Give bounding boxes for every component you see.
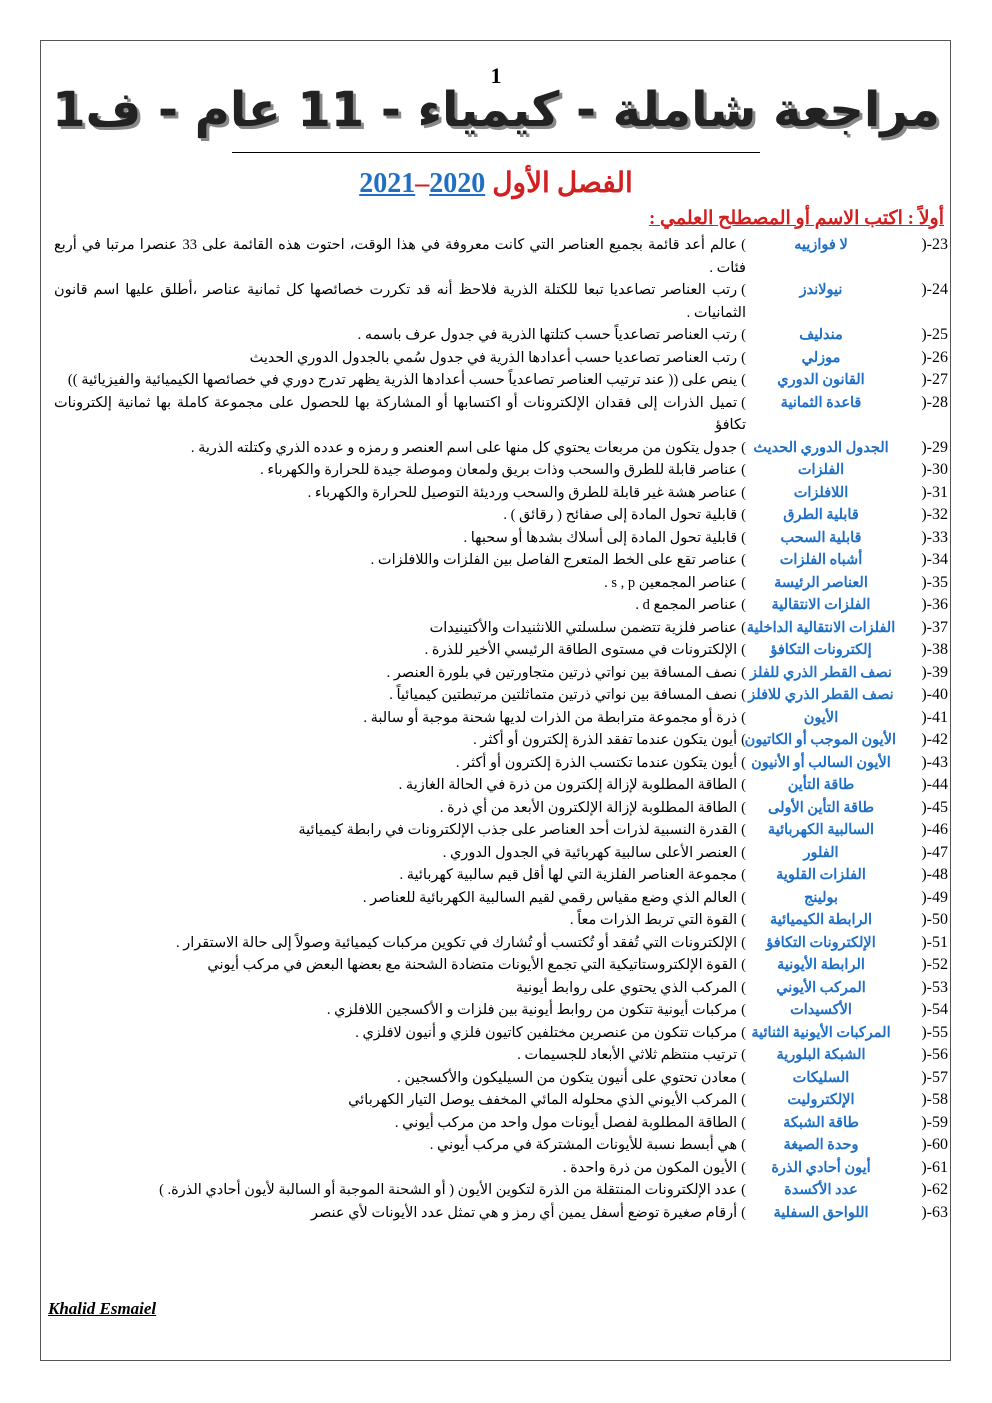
- item-paren: ): [741, 889, 746, 906]
- item-term: طاقة التأين الأولى: [767, 799, 875, 816]
- item-term: الشبكة البلورية: [776, 1047, 866, 1063]
- list-item: [48, 459, 948, 482]
- item-definition: [48, 977, 746, 1000]
- list-item: [48, 392, 948, 437]
- item-number: 39-(: [921, 663, 948, 681]
- semester-label: الفصل الأول: [492, 168, 633, 199]
- item-definition-text: القوة التي تربط الذرات معاً .: [569, 912, 738, 928]
- item-definition-text: جدول يتكون من مربعات يحتوي كل منها على اسم العنصر و رمزه و عدده الذري وكتلته الذرية .: [190, 439, 738, 456]
- item-definition-text: رتب العناصر تصاعديا تبعا للكتلة الذرية فلاحظ أنه قد تكررت خصائصها كل ثمانية عناصر ،أطلق عليها اسم قانون الثمانيات .: [54, 282, 746, 321]
- page-number: 1: [490, 63, 502, 88]
- item-definition: [48, 639, 746, 662]
- item-definition: [48, 572, 746, 595]
- item-paren: ): [741, 462, 746, 478]
- item-paren: ): [741, 687, 746, 703]
- item-term: قابلية السحب: [780, 529, 862, 546]
- item-number: 38-(: [921, 641, 948, 658]
- item-term: الفلور: [803, 844, 839, 861]
- item-paren: ): [741, 619, 746, 636]
- item-paren: ): [741, 1092, 746, 1108]
- item-paren: ): [741, 1047, 746, 1063]
- item-term: مندليف: [799, 327, 843, 343]
- item-definition: [48, 932, 746, 955]
- item-definition-text: الطاقة المطلوبة لإزالة إلكترون من ذرة في الحالة الغازية .: [398, 777, 738, 793]
- semester-year-end: 2021: [359, 168, 416, 199]
- item-paren: ): [741, 507, 746, 523]
- semester-year-start: 2020: [429, 168, 486, 199]
- item-definition-text: أرقام صغيرة توضع أسفل يمين أي رمز و هي تمثل عدد الأيونات لأي عنصر: [310, 1204, 738, 1221]
- item-paren: ): [741, 1114, 746, 1131]
- item-paren: ): [741, 754, 746, 771]
- item-definition: [48, 1134, 746, 1157]
- item-definition: [48, 999, 746, 1022]
- item-paren: ): [741, 484, 746, 501]
- item-number: 50-(: [921, 911, 948, 928]
- item-number: 42-(: [921, 731, 948, 748]
- item-definition-text: عناصر تقع على الخط المتعرج الفاصل بين الفلزات واللافلزات .: [370, 552, 738, 568]
- item-definition: [48, 1202, 746, 1225]
- item-term: الفلزات الانتقالية: [771, 597, 871, 613]
- item-number: 63-(: [921, 1203, 948, 1221]
- list-item: [48, 482, 948, 505]
- list-item: [48, 1022, 948, 1045]
- item-paren: ): [741, 912, 746, 928]
- item-paren: ): [741, 777, 746, 793]
- item-definition-text: عناصر هشة غير قابلة للطرق والسحب ورديئة التوصيل للحرارة والكهرباء .: [307, 484, 738, 501]
- item-paren: ): [741, 552, 746, 568]
- list-item: [48, 527, 948, 550]
- item-paren: ): [741, 709, 746, 726]
- item-paren: ): [741, 844, 746, 861]
- list-item: [48, 797, 948, 820]
- list-item: [48, 639, 948, 662]
- item-definition-text: المركب الذي يحتوي على روابط أيونية: [515, 979, 738, 996]
- list-item: [48, 887, 948, 910]
- item-definition: [48, 279, 746, 324]
- item-paren: ): [741, 439, 746, 456]
- item-term: الأيون السالب أو الأنيون: [751, 754, 891, 771]
- item-definition: [48, 482, 746, 505]
- item-term: موزلي: [801, 349, 841, 366]
- item-definition-text: عالم أعد قائمة بجميع العناصر التي كانت معروفة في هذا الوقت، احتوت هذه القائمة على 33 عنصرا مرتبا في أربع فئات .: [54, 237, 746, 276]
- list-item: [48, 684, 948, 707]
- item-definition-text: قابلية تحول المادة إلى صفائح ( رقائق ) .: [503, 507, 738, 523]
- item-definition: [48, 662, 746, 685]
- item-paren: ): [741, 327, 746, 343]
- item-number: 60-(: [921, 1136, 948, 1153]
- item-paren: ): [741, 1069, 746, 1086]
- item-definition: [48, 392, 746, 437]
- item-paren: ): [741, 957, 746, 973]
- list-item: [48, 842, 948, 865]
- item-number: 41-(: [921, 708, 948, 726]
- item-definition-text: مجموعة العناصر الفلزية التي لها أقل قيم سالبية كهربائية .: [399, 867, 738, 883]
- item-definition: [48, 437, 746, 460]
- item-definition: [48, 752, 746, 775]
- item-definition-text: معادن تحتوي على أنيون يتكون من السيليكون والأكسجين .: [397, 1069, 738, 1086]
- item-definition-text: هي أبسط نسبة للأيونات المشتركة في مركب أيوني .: [429, 1137, 738, 1153]
- item-definition: [48, 369, 746, 392]
- item-term: العناصر الرئيسة: [774, 574, 868, 591]
- list-item: [48, 819, 948, 842]
- item-paren: ): [741, 1137, 746, 1153]
- item-term: اللافلزات: [793, 484, 849, 501]
- item-number: 52-(: [921, 956, 948, 973]
- item-definition-text: العالم الذي وضع مقياس رقمي لقيم السالبية الكهربائية للعناصر .: [362, 889, 738, 906]
- item-number: 37-(: [921, 618, 948, 636]
- title-divider: [232, 152, 760, 153]
- item-definition: [48, 684, 746, 707]
- item-definition-text: الطاقة المطلوبة لفصل أيونات مول واحد من مركب أيوني .: [394, 1114, 738, 1131]
- item-definition: [48, 797, 746, 820]
- list-item: [48, 1179, 948, 1202]
- item-definition-text: تميل الذرات إلى فقدان الإلكترونات أو اكتسابها أو المشاركة بها للحصول على مجموعة كاملة بها ثمانية إلكترونات تكافؤ: [54, 394, 746, 433]
- item-term: الفلزات: [797, 462, 845, 478]
- item-number: 24-(: [921, 281, 948, 298]
- item-definition: [48, 504, 746, 527]
- list-item: [48, 932, 948, 955]
- item-definition-text: المركب الأيوني الذي محلوله المائي المخفف يوصل التيار الكهربائي: [348, 1092, 738, 1108]
- item-definition-text: أيون يتكون عندما تكتسب الذرة إلكترون أو أكثر .: [455, 754, 738, 771]
- semester-dash: –: [415, 168, 430, 199]
- item-term: طاقة الشبكة: [783, 1114, 859, 1131]
- item-term: الرابطة الكيميائية: [770, 912, 872, 928]
- list-item: [48, 234, 948, 279]
- item-definition: [48, 1022, 746, 1045]
- item-term: نصف القطر الذري للفلز: [750, 664, 892, 681]
- author-signature: Khalid Esmaiel: [48, 1299, 157, 1318]
- item-number: 25-(: [921, 326, 948, 343]
- list-item: [48, 1044, 948, 1067]
- item-number: 51-(: [921, 933, 948, 951]
- item-term: نصف القطر الذري للافلز: [748, 687, 894, 703]
- item-definition-text: قابلية تحول المادة إلى أسلاك بشدها أو سحبها .: [463, 529, 738, 546]
- item-definition: [48, 1089, 746, 1112]
- item-term: الجدول الدوري الحديث: [753, 439, 889, 456]
- item-term: الفلزات الانتقالية الداخلية: [746, 619, 896, 636]
- item-number: 34-(: [921, 551, 948, 568]
- item-term: القانون الدوري: [777, 372, 865, 388]
- list-item: [48, 774, 948, 797]
- item-definition-text: ذرة أو مجموعة مترابطة من الذرات لديها شحنة موجبة أو سالبة .: [363, 709, 738, 726]
- item-definition: [48, 459, 746, 482]
- list-item: [48, 999, 948, 1022]
- item-term: الأيون الموجب أو الكاتيون: [744, 732, 896, 748]
- item-number: 55-(: [921, 1023, 948, 1041]
- list-item: [48, 977, 948, 1000]
- item-definition-text: القوة الإلكتروستاتيكية التي تجمع الأيونات متضادة الشحنة مع بعضها البعض في مركب أيوني: [207, 957, 738, 973]
- item-definition-text: عدد الإلكترونات المنتقلة من الذرة لتكوين الأيون ( أو الشحنة الموجبة أو السالبة لأيون أحادي الذرة. ): [159, 1182, 738, 1198]
- item-definition-text: ينص على (( عند ترتيب العناصر تصاعدياً حسب أعدادها الذرية يظهر تدرج دوري في خصائصها الكيميائية والفيزيائية )): [67, 372, 738, 388]
- item-number: 30-(: [921, 461, 948, 478]
- item-definition-text: الإلكترونات في مستوى الطاقة الرئيسي الأخير للذرة .: [424, 642, 738, 658]
- item-definition: [48, 347, 746, 370]
- main-title: مراجعة شاملة - كيمياء - 11 عام - ف1: [52, 82, 940, 138]
- list-item: [48, 707, 948, 730]
- item-term: السالبية الكهربائية: [767, 822, 875, 838]
- list-item: [48, 909, 948, 932]
- item-definition: [48, 1179, 746, 1202]
- item-number: 57-(: [921, 1068, 948, 1086]
- item-definition-text: ترتيب منتظم ثلاثي الأبعاد للجسيمات .: [517, 1047, 738, 1063]
- item-paren: ): [741, 732, 746, 748]
- item-number: 45-(: [921, 798, 948, 816]
- item-term: المركب الأيوني: [776, 979, 866, 996]
- item-definition: [48, 1044, 746, 1067]
- item-definition-text: عناصر المجمعين s , p .: [604, 574, 738, 591]
- item-paren: ): [741, 1204, 746, 1221]
- item-paren: ): [741, 394, 746, 411]
- item-definition: [48, 594, 746, 617]
- item-paren: ): [741, 282, 746, 298]
- item-definition-text: عناصر فلزية تتضمن سلسلتي اللانثنيدات والأكتينيدات: [429, 619, 738, 636]
- list-item: [48, 572, 948, 595]
- list-item: [48, 1134, 948, 1157]
- item-definition-text: العنصر الأعلى سالبية كهربائية في الجدول الدوري .: [442, 844, 738, 861]
- item-term: أيون أحادي الذرة: [771, 1159, 871, 1176]
- item-definition: [48, 707, 746, 730]
- item-number: 36-(: [921, 596, 948, 613]
- item-number: 56-(: [921, 1046, 948, 1063]
- list-item: [48, 549, 948, 572]
- list-item: [48, 1067, 948, 1090]
- item-number: 43-(: [921, 753, 948, 771]
- item-definition-text: مركبات أيونية تتكون من روابط أيونية بين فلزات و الأكسجين اللافلزي .: [326, 1002, 738, 1018]
- item-number: 33-(: [921, 528, 948, 546]
- item-paren: ): [741, 934, 746, 951]
- item-number: 40-(: [921, 686, 948, 703]
- item-term: وحدة الصيغة: [783, 1137, 859, 1153]
- item-number: 61-(: [921, 1158, 948, 1176]
- item-definition: [48, 954, 746, 977]
- item-definition: [48, 617, 746, 640]
- item-number: 27-(: [921, 371, 948, 388]
- item-definition: [48, 1157, 746, 1180]
- item-definition: [48, 1067, 746, 1090]
- item-definition-text: عناصر المجمع d .: [635, 597, 738, 613]
- item-number: 44-(: [921, 776, 948, 793]
- item-number: 47-(: [921, 843, 948, 861]
- item-term: الإلكتروليت: [787, 1092, 855, 1108]
- item-definition: [48, 1112, 746, 1135]
- item-term: السليكات: [792, 1069, 850, 1086]
- item-term: قابلية الطرق: [783, 507, 859, 523]
- item-paren: ): [741, 1024, 746, 1041]
- item-number: 59-(: [921, 1113, 948, 1131]
- item-term: المركبات الأيونية الثنائية: [751, 1024, 891, 1041]
- item-definition-text: الأيون المكون من ذرة واحدة .: [562, 1159, 738, 1176]
- item-definition: [48, 324, 746, 347]
- item-paren: ): [741, 1182, 746, 1198]
- list-item: [48, 594, 948, 617]
- item-definition: [48, 549, 746, 572]
- item-definition: [48, 774, 746, 797]
- item-definition: [48, 527, 746, 550]
- list-item: [48, 617, 948, 640]
- list-item: [48, 1089, 948, 1112]
- item-term: بولينج: [803, 889, 839, 906]
- item-definition-text: الطاقة المطلوبة لإزالة الإلكترون الأبعد من أي ذرة .: [439, 799, 738, 816]
- list-item: [48, 1112, 948, 1135]
- item-definition: [48, 842, 746, 865]
- item-definition: [48, 909, 746, 932]
- item-definition: [48, 819, 746, 842]
- item-definition-text: مركبات تتكون من عنصرين مختلفين كاتيون فلزي و أنيون لافلزي .: [355, 1024, 738, 1041]
- item-number: 62-(: [921, 1181, 948, 1198]
- item-term: الرابطة الأيونية: [777, 957, 865, 973]
- semester-heading: [0, 166, 992, 200]
- item-paren: ): [741, 237, 747, 253]
- item-term: أشباه الفلزات: [779, 552, 863, 568]
- item-definition-text: رتب العناصر تصاعديا حسب أعدادها الذرية في جدول سُمي بالجدول الدوري الحديث: [249, 349, 738, 366]
- list-item: [48, 369, 948, 392]
- item-paren: ): [741, 1159, 746, 1176]
- list-item: [48, 504, 948, 527]
- item-term: عدد الأكسدة: [784, 1182, 858, 1198]
- item-number: 46-(: [921, 821, 948, 838]
- item-definition: [48, 887, 746, 910]
- item-term: الفلزات القلوية: [776, 867, 866, 883]
- list-item: [48, 729, 948, 752]
- item-definition-text: القدرة النسبية لذرات أحد العناصر على جذب الإلكترونات في رابطة كيميائية: [298, 822, 738, 838]
- item-number: 26-(: [921, 348, 948, 366]
- item-definition-text: نصف المسافة بين نواتي ذرتين متماثلتين مرتبطتين كيميائياً .: [389, 687, 738, 703]
- item-paren: ): [741, 1002, 746, 1018]
- item-definition-text: عناصر قابلة للطرق والسحب وذات بريق ولمعان وموصلة جيدة للحرارة والكهرباء .: [260, 462, 738, 478]
- item-number: 29-(: [921, 438, 948, 456]
- list-item: [48, 347, 948, 370]
- item-definition-text: الإلكترونات التي تُفقد أو تُكتسب أو تُشارك في تكوين مركبات كيميائية وصولاً إلى حالة الاستقرار .: [175, 934, 738, 951]
- item-term: قاعدة الثمانية: [780, 394, 862, 411]
- item-number: 58-(: [921, 1091, 948, 1108]
- item-paren: ): [741, 979, 746, 996]
- list-item: [48, 864, 948, 887]
- item-number: 28-(: [921, 393, 948, 411]
- item-paren: ): [741, 529, 746, 546]
- item-number: 48-(: [921, 866, 948, 883]
- item-number: 54-(: [921, 1001, 948, 1018]
- item-definition-text: نصف المسافة بين نواتي ذرتين متجاورتين في بلورة العنصر .: [386, 664, 738, 681]
- item-number: 32-(: [921, 506, 948, 523]
- item-number: 53-(: [921, 978, 948, 996]
- item-paren: ): [741, 799, 746, 816]
- item-term: الأكسيدات: [790, 1002, 852, 1018]
- list-item: [48, 1157, 948, 1180]
- item-paren: ): [741, 822, 746, 838]
- item-term: اللواحق السفلية: [773, 1204, 869, 1221]
- item-term: نيولاندز: [799, 282, 843, 298]
- item-definition-text: أيون يتكون عندما تفقد الذرة إلكترون أو أكثر .: [473, 732, 738, 748]
- list-item: [48, 279, 948, 324]
- item-paren: ): [741, 867, 746, 883]
- item-paren: ): [741, 597, 746, 613]
- item-term: لا فوازييه: [794, 237, 848, 253]
- item-term: إلكترونات التكافؤ: [770, 642, 872, 658]
- item-paren: ): [741, 642, 746, 658]
- item-number: 23-(: [921, 236, 948, 253]
- item-number: 49-(: [921, 888, 948, 906]
- item-number: 31-(: [921, 483, 948, 501]
- list-item: [48, 662, 948, 685]
- item-paren: ): [741, 372, 746, 388]
- terms-list: [48, 234, 948, 1224]
- item-term: الإلكترونات التكافؤ: [766, 934, 876, 951]
- list-item: [48, 954, 948, 977]
- list-item: [48, 1202, 948, 1225]
- item-definition: [48, 729, 746, 752]
- list-item: [48, 752, 948, 775]
- list-item: [48, 324, 948, 347]
- item-paren: ): [741, 574, 746, 591]
- item-number: 35-(: [921, 573, 948, 591]
- item-definition: [48, 234, 746, 279]
- section-heading: أولاً : اكتب الاسم أو المصطلح العلمي :: [648, 208, 944, 229]
- item-term: الأيون: [803, 709, 839, 726]
- item-paren: ): [741, 664, 746, 681]
- item-definition-text: رتب العناصر تصاعدياً حسب كتلتها الذرية في جدول عرف باسمه .: [357, 327, 738, 343]
- item-paren: ): [741, 349, 746, 366]
- list-item: [48, 437, 948, 460]
- item-term: طاقة التأين: [787, 777, 855, 793]
- item-definition: [48, 864, 746, 887]
